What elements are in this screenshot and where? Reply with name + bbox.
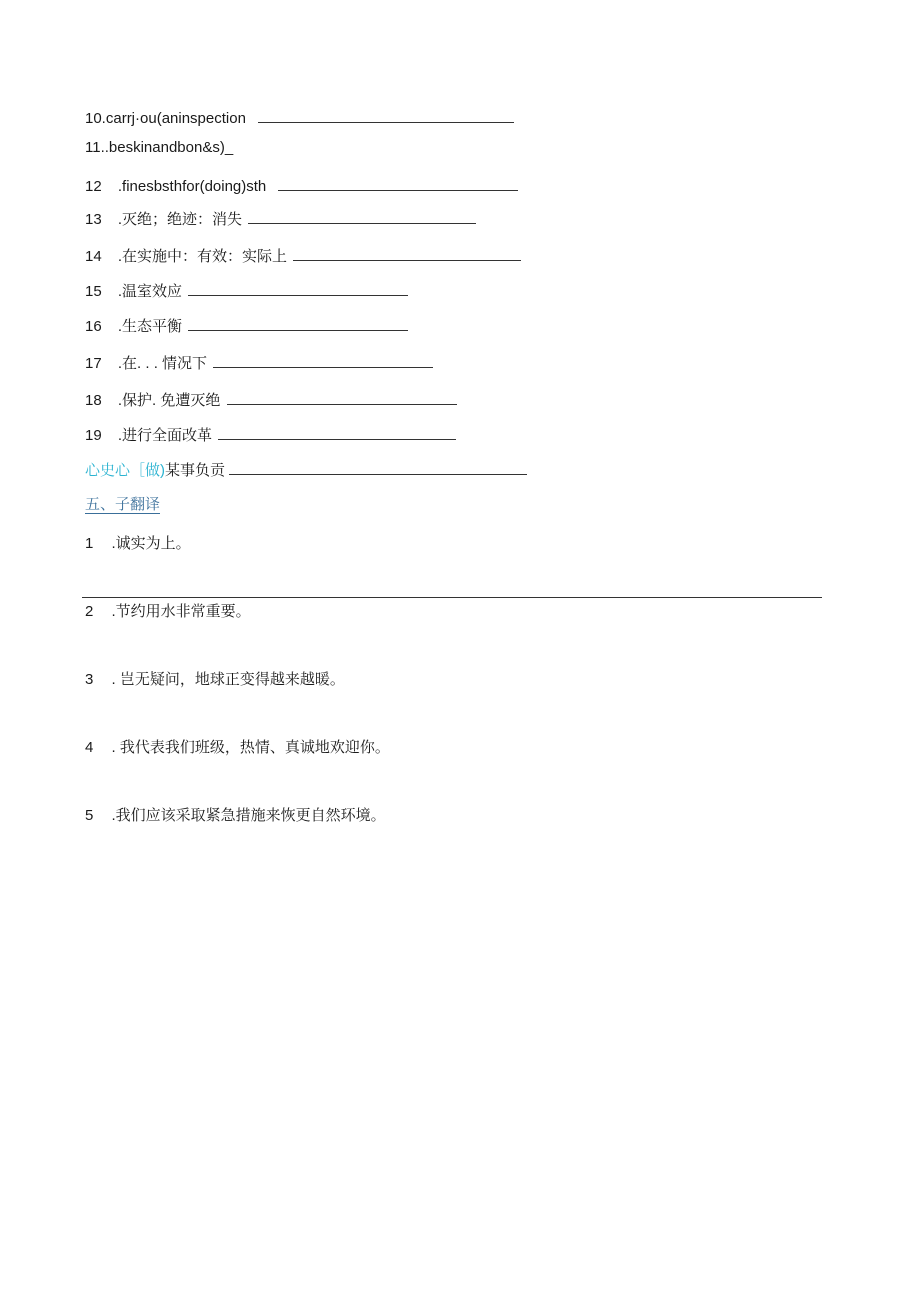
sentence-3	[85, 671, 345, 689]
vocab-text: .保护. 免遭灭绝	[117, 392, 221, 409]
vocab-text: .在实施中：有效：实际上	[117, 248, 288, 265]
item-number: 5	[85, 807, 94, 824]
item-number: 14	[85, 248, 102, 265]
vocab-line-16	[85, 316, 408, 336]
vocab-line-17	[85, 353, 433, 373]
vocab-prefix: 心史心［做)	[85, 462, 165, 479]
vocab-line-10	[85, 108, 514, 128]
sentence-2	[85, 603, 251, 621]
item-number: 3	[85, 671, 94, 688]
item-number: 4	[85, 739, 94, 756]
vocab-text: .温室效应	[117, 283, 183, 300]
item-number: 16	[85, 318, 102, 335]
vocab-line-14	[85, 246, 521, 266]
sentence-5	[85, 807, 386, 825]
item-number: 12	[85, 178, 102, 195]
answer-blank	[248, 209, 476, 224]
vocab-text: 某事负贡	[165, 462, 226, 479]
vocab-line-20	[85, 460, 527, 480]
vocab-line-19	[85, 425, 456, 445]
answer-blank	[278, 176, 518, 191]
vocab-line-18	[85, 390, 457, 410]
item-number: 15	[85, 283, 102, 300]
sentence-text: .诚实为上。	[111, 535, 191, 552]
answer-blank	[258, 108, 514, 123]
item-number: 2	[85, 603, 94, 620]
vocab-text: .灭绝；绝迹：消失	[117, 211, 243, 228]
answer-blank	[218, 425, 456, 440]
answer-blank	[293, 246, 521, 261]
vocab-line-15	[85, 281, 408, 301]
section-heading	[85, 496, 160, 514]
item-number: 17	[85, 355, 102, 372]
sentence-text: . 岂无疑问，地球正变得越来越暖。	[111, 671, 345, 688]
sentence-text: .我们应该采取紧急措施来恢更自然环境。	[111, 807, 386, 824]
answer-blank	[227, 390, 457, 405]
item-number: 1	[85, 535, 94, 552]
sentence-4	[85, 739, 390, 757]
vocab-text: .finesbsthfor(doing)sth	[117, 178, 267, 195]
item-number: 19	[85, 427, 102, 444]
answer-line	[82, 597, 822, 598]
vocab-text: .进行全面改革	[117, 427, 213, 444]
item-number: 18	[85, 392, 102, 409]
sentence-text: .节约用水非常重要。	[111, 603, 251, 620]
item-number: 13	[85, 211, 102, 228]
vocab-text: 11..beskinandbon&s)_	[85, 139, 234, 156]
vocab-line-11	[85, 139, 233, 157]
vocab-line-12	[85, 176, 518, 196]
section-title: 五、子翻译	[85, 496, 161, 513]
vocab-text: .在. . . 情况下	[117, 355, 208, 372]
answer-blank	[229, 460, 527, 475]
answer-blank	[188, 281, 408, 296]
answer-blank	[188, 316, 408, 331]
sentence-1	[85, 535, 191, 553]
vocab-text: .生态平衡	[117, 318, 183, 335]
sentence-text: . 我代表我们班级，热情、真诚地欢迎你。	[111, 739, 390, 756]
answer-blank	[213, 353, 433, 368]
vocab-text: 10.carrj·ou(aninspection	[85, 110, 246, 127]
vocab-line-13	[85, 209, 476, 229]
